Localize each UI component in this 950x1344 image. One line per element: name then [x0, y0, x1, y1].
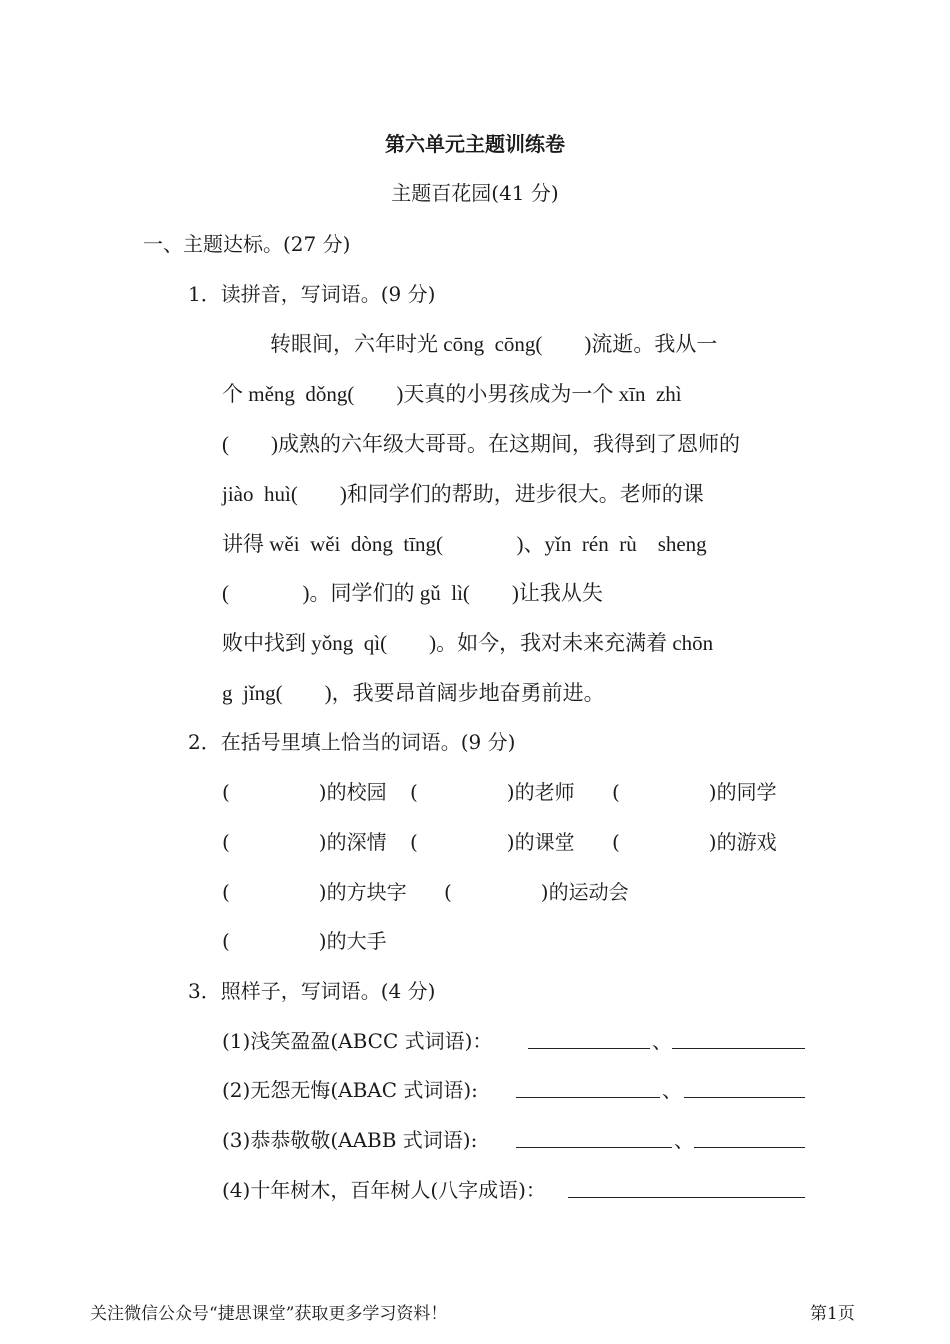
q1-line-2: 个 měng dǒng( )天真的小男孩成为一个 xīn zhì: [222, 382, 682, 406]
page-number: 第1页: [810, 1304, 855, 1324]
q2-item: ( )的校园: [222, 780, 387, 804]
answer-line[interactable]: [694, 1127, 805, 1148]
q2-item: ( )的方块字: [222, 880, 407, 904]
q1-line-4: jiào huì( )和同学们的帮助，进步很大。老师的课: [222, 482, 704, 506]
separator: 、: [662, 1078, 682, 1102]
section-heading: 一、主题达标。(27 分): [143, 232, 351, 256]
footer-note: 关注微信公众号“捷思课堂”获取更多学习资料！: [90, 1304, 448, 1324]
q2-item: ( )的大手: [222, 929, 387, 953]
question-1-heading: 1．读拼音，写词语。(9 分): [188, 282, 436, 306]
q1-line-7: 败中找到 yǒng qì( )。如今，我对未来充满着 chōn: [222, 631, 714, 655]
q1-line-6: ( )。同学们的 gǔ lì( )让我从失: [222, 581, 603, 605]
q1-line-5: 讲得 wěi wěi dòng tīng( )、yǐn rén rù sheng: [222, 532, 707, 556]
question-3-heading: 3．照样子，写词语。(4 分): [188, 979, 436, 1003]
q3-prompt-3: (3)恭恭敬敬(AABB 式词语):: [222, 1128, 478, 1152]
q2-item: ( )的运动会: [444, 880, 629, 904]
q3-prompt-1: (1)浅笑盈盈(ABCC 式词语)：: [222, 1029, 493, 1053]
q2-item: ( )的深情: [222, 830, 387, 854]
q3-prompt-4: (4)十年树木，百年树人(八字成语)：: [222, 1178, 546, 1202]
answer-line[interactable]: [528, 1028, 650, 1049]
page-title: 第六单元主题训练卷: [385, 132, 565, 156]
q2-item: ( )的同学: [612, 780, 777, 804]
q3-prompt-2: (2)无怨无悔(ABAC 式词语):: [222, 1078, 478, 1102]
q2-item: ( )的游戏: [612, 830, 777, 854]
answer-line[interactable]: [516, 1077, 660, 1098]
q1-line-3: ( )成熟的六年级大哥哥。在这期间，我得到了恩师的: [222, 432, 740, 456]
answer-line[interactable]: [672, 1028, 805, 1049]
question-2-heading: 2．在括号里填上恰当的词语。(9 分): [188, 730, 516, 754]
separator: 、: [674, 1128, 694, 1152]
q2-item: ( )的课堂: [410, 830, 575, 854]
answer-line[interactable]: [684, 1077, 805, 1098]
q1-line-1: 转眼间，六年时光 cōng cōng( )流逝。我从一: [270, 332, 718, 356]
q1-line-8: g jǐng( )，我要昂首阔步地奋勇前进。: [222, 681, 605, 705]
answer-line[interactable]: [568, 1177, 805, 1198]
separator: 、: [652, 1029, 672, 1053]
answer-line[interactable]: [516, 1127, 672, 1148]
page-subtitle: 主题百花园(41 分): [391, 181, 559, 205]
q2-item: ( )的老师: [410, 780, 575, 804]
